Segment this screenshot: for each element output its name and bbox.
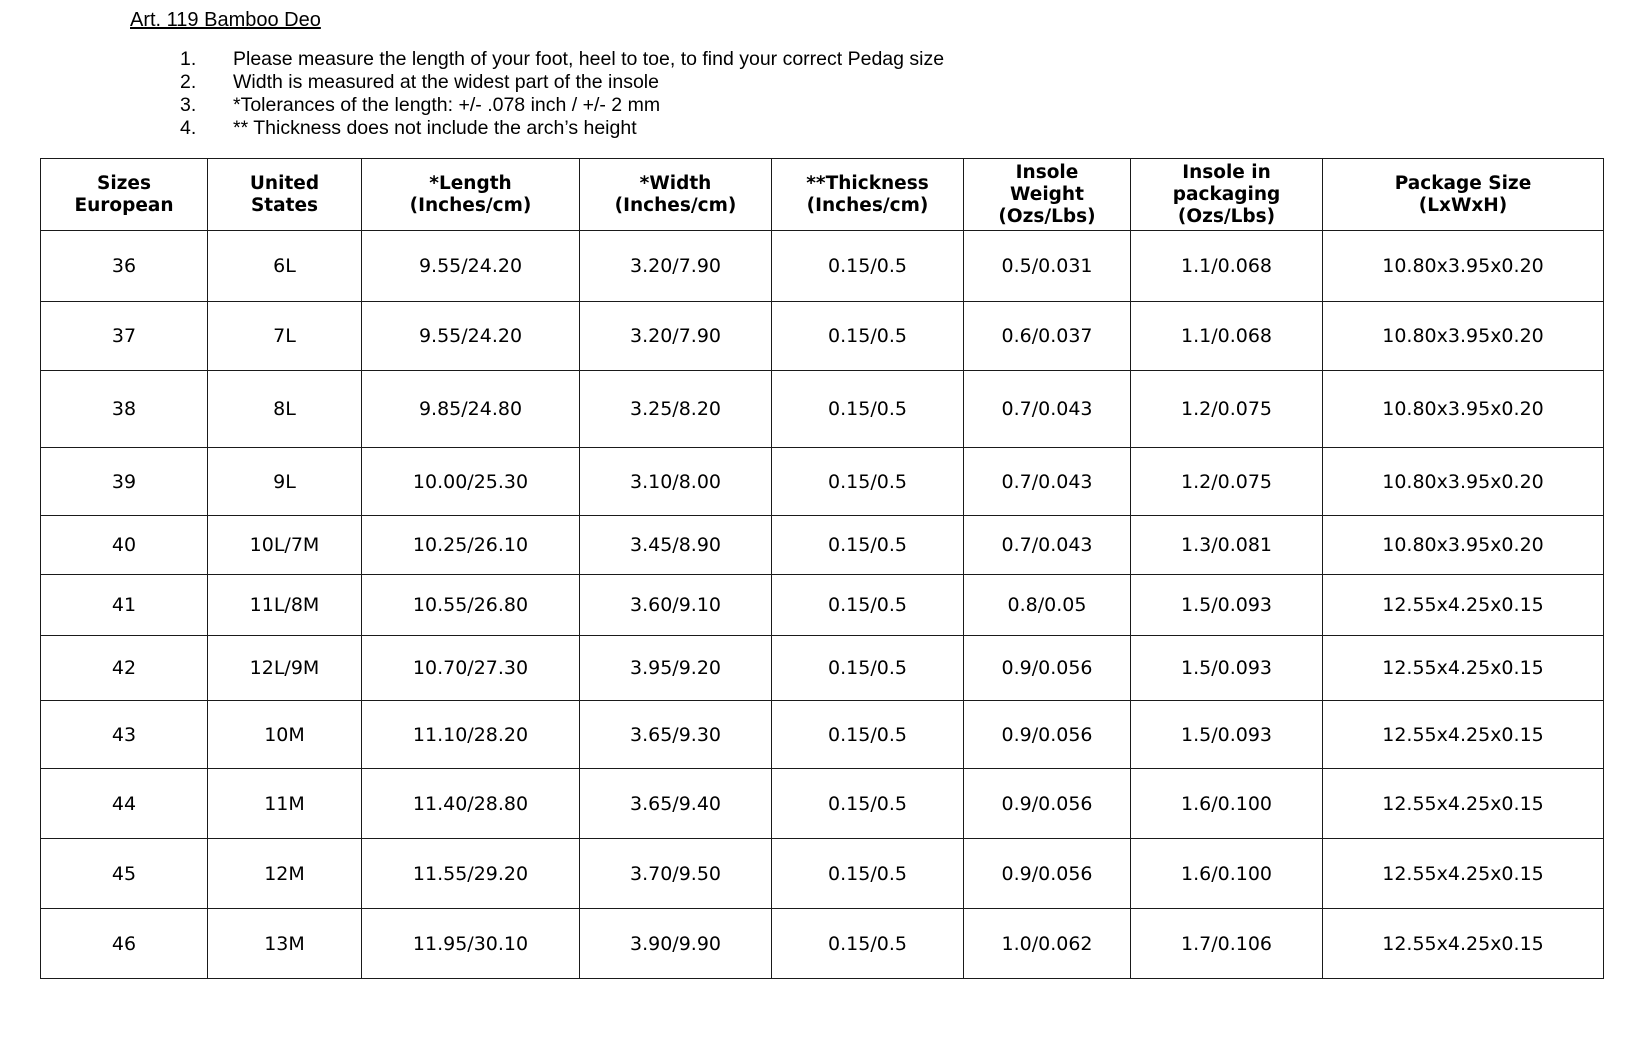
cell-package-size: 10.80x3.95x0.20 <box>1323 302 1604 371</box>
instruction-item <box>180 117 944 140</box>
cell-width: 3.20/7.90 <box>580 231 772 302</box>
cell-length: 9.55/24.20 <box>362 302 580 371</box>
cell-package-size: 10.80x3.95x0.20 <box>1323 371 1604 448</box>
cell-length: 9.55/24.20 <box>362 231 580 302</box>
instruction-number: 4. <box>180 117 197 139</box>
header-line: Weight <box>1010 183 1084 205</box>
instruction-text: Please measure the length of your foot, heel to toe, to find your correct Pedag size <box>233 48 945 70</box>
instruction-number: 1. <box>180 48 197 70</box>
cell-size-us: 12M <box>208 839 362 909</box>
cell-size-european: 43 <box>41 701 208 769</box>
header-length <box>362 159 580 231</box>
cell-width: 3.20/7.90 <box>580 302 772 371</box>
cell-package-size: 12.55x4.25x0.15 <box>1323 636 1604 701</box>
header-line: (LxWxH) <box>1418 194 1508 216</box>
cell-insole-weight: 0.9/0.056 <box>964 769 1131 839</box>
cell-thickness: 0.15/0.5 <box>772 839 964 909</box>
cell-width: 3.70/9.50 <box>580 839 772 909</box>
cell-length: 10.55/26.80 <box>362 575 580 636</box>
cell-width: 3.45/8.90 <box>580 516 772 575</box>
instruction-number: 2. <box>180 71 197 93</box>
header-insole-in-packaging <box>1131 159 1323 231</box>
header-line: Insole in <box>1182 161 1271 183</box>
table-row <box>41 909 1604 979</box>
cell-insole-weight: 0.7/0.043 <box>964 516 1131 575</box>
cell-packaged-weight: 1.5/0.093 <box>1131 575 1323 636</box>
cell-insole-weight: 0.8/0.05 <box>964 575 1131 636</box>
cell-size-european: 44 <box>41 769 208 839</box>
header-line: (Ozs/Lbs) <box>998 205 1096 227</box>
cell-insole-weight: 0.5/0.031 <box>964 231 1131 302</box>
header-thickness <box>772 159 964 231</box>
header-line: (Inches/cm) <box>409 194 532 216</box>
cell-length: 10.25/26.10 <box>362 516 580 575</box>
cell-thickness: 0.15/0.5 <box>772 636 964 701</box>
table-row <box>41 701 1604 769</box>
cell-length: 10.70/27.30 <box>362 636 580 701</box>
cell-packaged-weight: 1.5/0.093 <box>1131 701 1323 769</box>
header-line: *Width <box>639 172 712 194</box>
cell-size-us: 12L/9M <box>208 636 362 701</box>
cell-packaged-weight: 1.7/0.106 <box>1131 909 1323 979</box>
table-row <box>41 231 1604 302</box>
cell-package-size: 12.55x4.25x0.15 <box>1323 839 1604 909</box>
cell-size-european: 42 <box>41 636 208 701</box>
header-width <box>580 159 772 231</box>
cell-size-european: 36 <box>41 231 208 302</box>
cell-width: 3.65/9.40 <box>580 769 772 839</box>
header-line: *Length <box>429 172 512 194</box>
instruction-text: ** Thickness does not include the arch’s height <box>233 117 637 139</box>
header-line: Insole <box>1015 161 1079 183</box>
cell-packaged-weight: 1.6/0.100 <box>1131 769 1323 839</box>
cell-thickness: 0.15/0.5 <box>772 769 964 839</box>
cell-width: 3.90/9.90 <box>580 909 772 979</box>
cell-thickness: 0.15/0.5 <box>772 231 964 302</box>
cell-size-us: 10L/7M <box>208 516 362 575</box>
cell-thickness: 0.15/0.5 <box>772 516 964 575</box>
table-row <box>41 371 1604 448</box>
header-package-size <box>1323 159 1604 231</box>
cell-packaged-weight: 1.3/0.081 <box>1131 516 1323 575</box>
cell-insole-weight: 0.6/0.037 <box>964 302 1131 371</box>
cell-packaged-weight: 1.2/0.075 <box>1131 448 1323 516</box>
header-united-states <box>208 159 362 231</box>
cell-insole-weight: 0.9/0.056 <box>964 636 1131 701</box>
cell-packaged-weight: 1.2/0.075 <box>1131 371 1323 448</box>
cell-package-size: 12.55x4.25x0.15 <box>1323 701 1604 769</box>
cell-size-us: 9L <box>208 448 362 516</box>
cell-insole-weight: 1.0/0.062 <box>964 909 1131 979</box>
cell-width: 3.25/8.20 <box>580 371 772 448</box>
header-line: **Thickness <box>806 172 929 194</box>
header-line: States <box>250 194 319 216</box>
cell-size-european: 41 <box>41 575 208 636</box>
header-sizes-european <box>41 159 208 231</box>
instruction-text: *Tolerances of the length: +/- .078 inch / +/- 2 mm <box>233 94 661 116</box>
cell-length: 11.95/30.10 <box>362 909 580 979</box>
table-row <box>41 839 1604 909</box>
cell-size-european: 38 <box>41 371 208 448</box>
header-line: (Ozs/Lbs) <box>1177 205 1276 227</box>
cell-insole-weight: 0.7/0.043 <box>964 371 1131 448</box>
table-row <box>41 448 1604 516</box>
header-line: packaging <box>1172 183 1281 205</box>
cell-package-size: 12.55x4.25x0.15 <box>1323 575 1604 636</box>
cell-length: 9.85/24.80 <box>362 371 580 448</box>
cell-thickness: 0.15/0.5 <box>772 371 964 448</box>
header-insole-weight <box>964 159 1131 231</box>
cell-length: 10.00/25.30 <box>362 448 580 516</box>
cell-size-us: 11L/8M <box>208 575 362 636</box>
table-row <box>41 516 1604 575</box>
cell-packaged-weight: 1.6/0.100 <box>1131 839 1323 909</box>
cell-package-size: 10.80x3.95x0.20 <box>1323 448 1604 516</box>
cell-size-european: 46 <box>41 909 208 979</box>
cell-size-us: 7L <box>208 302 362 371</box>
cell-length: 11.55/29.20 <box>362 839 580 909</box>
instruction-item <box>180 71 944 94</box>
cell-size-european: 40 <box>41 516 208 575</box>
cell-size-european: 45 <box>41 839 208 909</box>
cell-thickness: 0.15/0.5 <box>772 909 964 979</box>
cell-package-size: 10.80x3.95x0.20 <box>1323 516 1604 575</box>
instruction-item <box>180 48 944 71</box>
cell-size-us: 11M <box>208 769 362 839</box>
cell-width: 3.95/9.20 <box>580 636 772 701</box>
instruction-item <box>180 94 944 117</box>
cell-insole-weight: 0.9/0.056 <box>964 701 1131 769</box>
cell-thickness: 0.15/0.5 <box>772 302 964 371</box>
instructions-list <box>180 48 944 140</box>
cell-length: 11.10/28.20 <box>362 701 580 769</box>
cell-width: 3.10/8.00 <box>580 448 772 516</box>
header-line: Sizes <box>97 172 151 194</box>
cell-width: 3.60/9.10 <box>580 575 772 636</box>
cell-packaged-weight: 1.1/0.068 <box>1131 231 1323 302</box>
document-title: Art. 119 Bamboo Deo <box>130 9 321 31</box>
size-chart-table <box>40 158 1604 979</box>
cell-size-european: 39 <box>41 448 208 516</box>
cell-size-us: 10M <box>208 701 362 769</box>
cell-packaged-weight: 1.1/0.068 <box>1131 302 1323 371</box>
cell-packaged-weight: 1.5/0.093 <box>1131 636 1323 701</box>
instruction-number: 3. <box>180 94 197 116</box>
cell-thickness: 0.15/0.5 <box>772 575 964 636</box>
header-line: Package Size <box>1394 172 1532 194</box>
cell-size-european: 37 <box>41 302 208 371</box>
header-line: United <box>249 172 320 194</box>
table-row <box>41 769 1604 839</box>
table-row <box>41 575 1604 636</box>
cell-insole-weight: 0.7/0.043 <box>964 448 1131 516</box>
header-line: (Inches/cm) <box>614 194 737 216</box>
instruction-text: Width is measured at the widest part of the insole <box>233 71 659 93</box>
cell-package-size: 12.55x4.25x0.15 <box>1323 909 1604 979</box>
cell-insole-weight: 0.9/0.056 <box>964 839 1131 909</box>
cell-size-us: 13M <box>208 909 362 979</box>
cell-package-size: 12.55x4.25x0.15 <box>1323 769 1604 839</box>
cell-length: 11.40/28.80 <box>362 769 580 839</box>
cell-thickness: 0.15/0.5 <box>772 701 964 769</box>
table-header-row <box>41 159 1604 231</box>
cell-size-us: 6L <box>208 231 362 302</box>
cell-size-us: 8L <box>208 371 362 448</box>
cell-thickness: 0.15/0.5 <box>772 448 964 516</box>
header-line: (Inches/cm) <box>806 194 929 216</box>
table-row <box>41 302 1604 371</box>
table-row <box>41 636 1604 701</box>
table-body <box>41 231 1604 979</box>
cell-package-size: 10.80x3.95x0.20 <box>1323 231 1604 302</box>
header-line: European <box>74 194 174 216</box>
cell-width: 3.65/9.30 <box>580 701 772 769</box>
